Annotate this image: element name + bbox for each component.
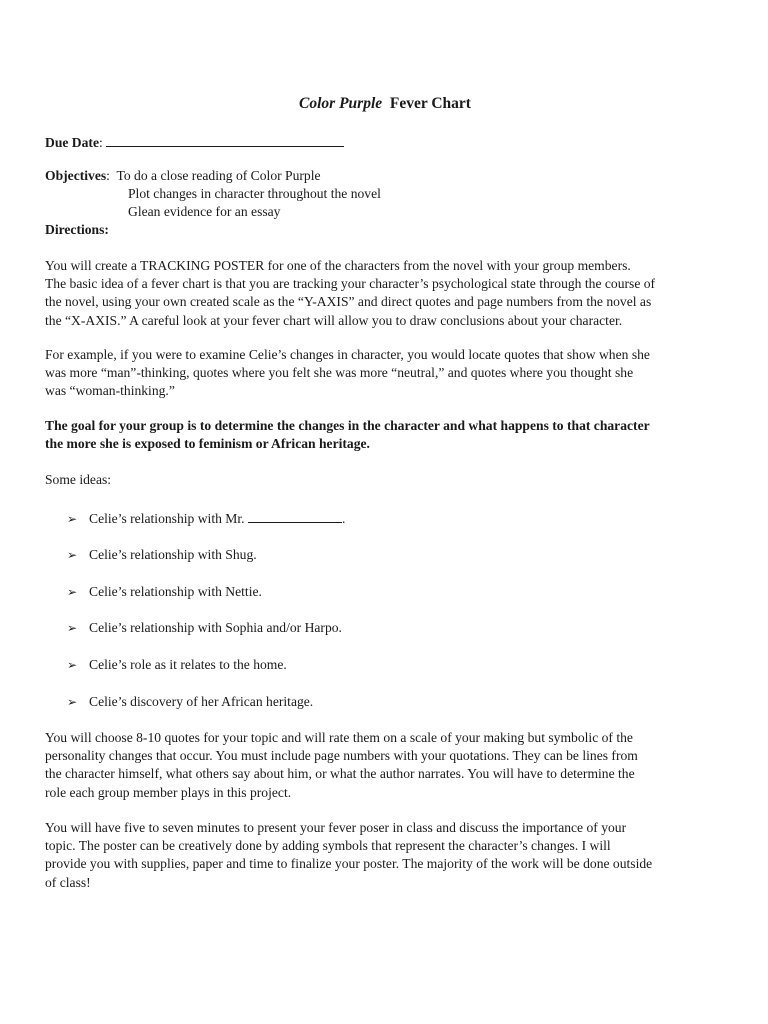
objectives-colon: :: [106, 168, 110, 183]
idea-text: Celie’s discovery of her African heritage.: [89, 694, 314, 709]
idea-text: Celie’s relationship with Nettie.: [89, 584, 262, 599]
due-date-colon: :: [98, 135, 103, 150]
arrow-bullet-icon: ➢: [67, 512, 78, 526]
paragraph-line: was more “man”-thinking, quotes where you felt she was more “neutral,” and quotes where you thought she: [45, 365, 634, 381]
paragraph-quotes: [45, 729, 725, 802]
arrow-bullet-icon: ➢: [67, 695, 78, 709]
some-ideas-label: Some ideas:: [45, 472, 112, 487]
arrow-bullet-icon: ➢: [67, 621, 78, 635]
goal-paragraph: [45, 417, 725, 453]
paragraph-line: personality changes that occur. You must include page numbers with your quotations. They can be lines from: [45, 748, 638, 764]
paragraph-line: the novel, using your own created scale as the “Y-AXIS” and direct quotes and page numbers from the novel as: [45, 294, 652, 310]
paragraph-line: You will choose 8-10 quotes for your topic and will rate them on a scale of your making but symbolic of the: [45, 730, 633, 745]
idea-blank: [248, 509, 342, 523]
paragraph-line: topic. The poster can be creatively done by adding symbols that represent the character’s changes. I will: [45, 838, 611, 854]
due-date-label: Due Date: [45, 135, 99, 150]
paragraph-line: the character himself, what others say about him, or what the author narrates. You will have to determine the: [45, 766, 635, 782]
idea-list-item: [67, 546, 257, 564]
due-date-blank: [106, 133, 344, 147]
paragraph-line: role each group member plays in this project.: [45, 784, 292, 800]
objective-item: Plot changes in character throughout the novel: [128, 186, 381, 201]
page-title: [45, 95, 725, 113]
idea-list-item: [67, 583, 262, 601]
paragraph-line: For example, if you were to examine Celie’s changes in character, you would locate quotes that show when she: [45, 347, 650, 362]
paragraph-presentation: [45, 819, 725, 892]
idea-suffix: .: [341, 511, 346, 526]
objective-item: To do a close reading of Color Purple: [116, 168, 321, 183]
title-rest: Fever Chart: [389, 95, 471, 112]
idea-text: Celie’s relationship with Sophia and/or Harpo.: [89, 620, 342, 635]
idea-list-item: [67, 509, 345, 528]
idea-text: Celie’s relationship with Mr.: [89, 511, 248, 526]
paragraph-line: You will create a TRACKING POSTER for one of the characters from the novel with your group members.: [45, 258, 631, 273]
paragraph-line: The basic idea of a fever chart is that you are tracking your character’s psychological state through the course of: [45, 276, 656, 292]
paragraph-line: You will have five to seven minutes to present your fever poser in class and discuss the importance of your: [45, 820, 627, 835]
paragraph-line: the “X-AXIS.” A careful look at your fever chart will allow you to draw conclusions about your character.: [45, 312, 623, 328]
title-italic: Color Purple: [299, 95, 383, 112]
objectives-line: [45, 167, 321, 185]
paragraph-line: The goal for your group is to determine the changes in the character and what happens to that character: [45, 418, 650, 433]
idea-list-item: [67, 693, 313, 711]
due-date-line: [45, 133, 344, 152]
idea-text: Celie’s relationship with Shug.: [89, 547, 257, 562]
directions-label: Directions:: [45, 222, 109, 237]
objective-item: Glean evidence for an essay: [128, 204, 281, 219]
paragraph-line: the more she is exposed to feminism or African heritage.: [45, 436, 370, 452]
idea-list-item: [67, 656, 287, 674]
arrow-bullet-icon: ➢: [67, 585, 78, 599]
idea-list-item: [67, 619, 342, 637]
idea-text: Celie’s role as it relates to the home.: [89, 657, 287, 672]
objectives-label: Objectives: [45, 168, 107, 183]
paragraph-line: provide you with supplies, paper and time to finalize your poster. The majority of the work will be done outside: [45, 856, 653, 872]
paragraph-line: of class!: [45, 874, 91, 890]
arrow-bullet-icon: ➢: [67, 548, 78, 562]
paragraph-line: was “woman-thinking.”: [45, 383, 175, 399]
paragraph-example: [45, 346, 725, 401]
arrow-bullet-icon: ➢: [67, 658, 78, 672]
paragraph-tracking-poster: [45, 257, 725, 330]
